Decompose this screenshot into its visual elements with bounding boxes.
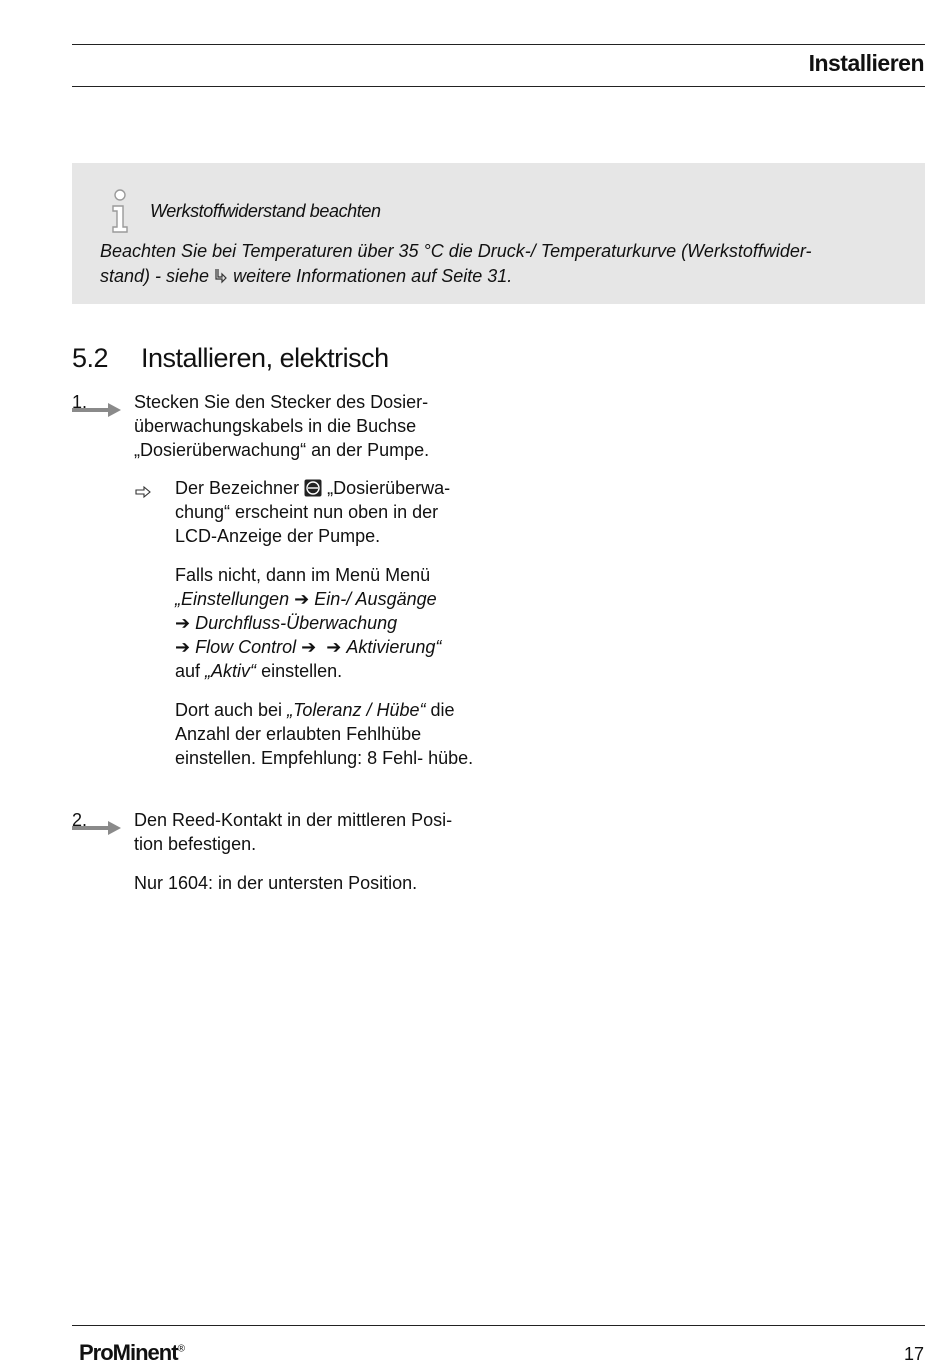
- registered-mark: ®: [177, 1343, 185, 1355]
- info-icon: [108, 189, 132, 235]
- step-arrow-icon: [72, 402, 122, 418]
- menu-arrow-icon: ➔: [294, 589, 310, 609]
- menu-item-aktivierung: Aktivierung“: [346, 637, 442, 657]
- step-text: Stecken Sie den Stecker des Dosier- überwachungskabels in die Buchse „Dosierüberwachung“ an der Pumpe.: [134, 392, 430, 460]
- menu-item-flow-control: Flow Control: [195, 637, 297, 657]
- brand-name: ProMinent: [79, 1340, 178, 1365]
- tolerance-end: die Anzahl der erlaubten Fehlhübe einstellen. Empfehlung: 8 Fehl- hübe.: [175, 700, 474, 768]
- menu-item-einstellungen: „Einstellungen: [175, 589, 290, 609]
- section-title: Installieren, elektrisch: [141, 343, 389, 373]
- menu-arrow-icon: ➔: [301, 637, 317, 657]
- result-text-start: Der Bezeichner: [175, 478, 300, 498]
- menu-path-intro: Falls nicht, dann im Menü Menü: [175, 565, 431, 585]
- menu-value-aktiv: „Aktiv“: [205, 661, 257, 681]
- notice-box: [72, 163, 925, 304]
- notice-body: [100, 239, 900, 289]
- page-number: 17: [903, 1344, 924, 1364]
- menu-arrow-icon: ➔: [175, 613, 191, 633]
- step-result: [175, 476, 475, 548]
- menu-item-ein-ausgaenge: Ein-/ Ausgänge: [314, 589, 437, 609]
- footer-rule: [72, 1325, 925, 1326]
- result-arrow-icon: [135, 485, 151, 499]
- step-arrow-icon: [72, 820, 122, 836]
- header-top-rule: [72, 44, 925, 45]
- section-number: 5.2: [72, 343, 109, 373]
- menu-item-durchfluss-ueberwachung: Durchfluss-Überwachung: [195, 613, 398, 633]
- menu-path-einstellen: einstellen.: [261, 661, 343, 681]
- prominent-logo: [79, 1340, 185, 1366]
- header-title: Installieren: [808, 50, 924, 76]
- notice-body-line2-end[interactable]: weitere Informationen auf Seite 31.: [233, 266, 513, 286]
- step-text: Den Reed-Kontakt in der mittleren Posi- tion befestigen.: [134, 810, 453, 854]
- notice-body-line2-start: stand) - siehe: [100, 266, 210, 286]
- menu-path-auf: auf: [175, 661, 201, 681]
- menu-arrow-icon: ➔: [175, 637, 191, 657]
- notice-title: Werkstoffwiderstand beachten: [150, 201, 381, 221]
- tolerance-start: Dort auch bei: [175, 700, 283, 720]
- notice-body-line1: Beachten Sie bei Temperaturen über 35 °C die Druck-/ Temperaturkurve (Werkstoffwider-: [100, 241, 812, 261]
- tolerance-term: „Toleranz / Hübe“: [287, 700, 426, 720]
- menu-arrow-icon: ➔: [326, 637, 342, 657]
- tolerance-paragraph: [175, 698, 475, 770]
- menu-path-paragraph: [175, 563, 485, 683]
- header-bottom-rule: [72, 86, 925, 87]
- dosing-monitor-icon: [304, 479, 322, 497]
- step-number: 2.: [72, 810, 88, 830]
- step-number: 1.: [72, 392, 88, 412]
- link-arrow-icon[interactable]: [214, 268, 228, 284]
- section-heading: [72, 343, 389, 374]
- result-text-end: „Dosierüberwa- chung“ erscheint nun oben in der LCD-Anzeige der Pumpe.: [175, 478, 451, 546]
- step-note: Nur 1604: in der untersten Position.: [134, 873, 418, 893]
